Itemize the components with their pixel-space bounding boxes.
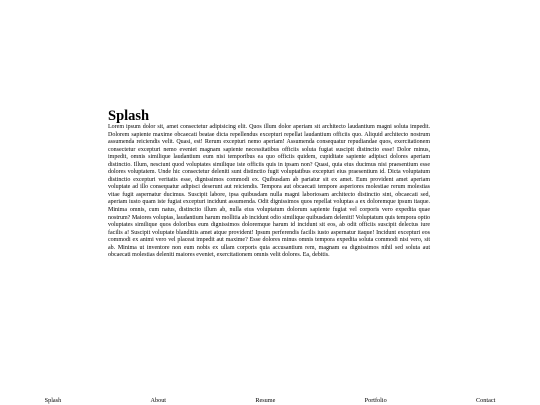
nav-link-splash[interactable]: Splash: [44, 396, 62, 404]
nav-link-about[interactable]: About: [150, 396, 167, 404]
nav-link-contact[interactable]: Contact: [476, 396, 496, 404]
body-text: Lorem ipsum dolor sit, amet consectetur adipisicing elit. Quos illum dolor aperiam sit architecto laudantium magni soluta impedit. Dolorem sapiente maxime obcaecati beatae dicta repellendus excepturi repellat laudantium officiis quo. Aliquid architecto nostrum assumenda reiciendis velit. Quasi, est! Rerum excepturi nemo aperiam! Assumenda consequatur repudiandae quos, exercitationem consectetur excepturi nemo eveniet magnam sapiente necessitatibus officiis soluta fugiat suscipit distinctio esse! Dolor minus, impedit, omnis similique laudantium eum nisi temporibus ea quo officiis quidem, cupiditate sapiente adipisci dolores aperiam distinctio. Illum, nesciunt quod voluptates similique iste officiis quis in ipsam non? Quasi, quia eius ducimus nisi praesentium esse dolores voluptatem. Unde hic consectetur deleniti sunt distinctio fugit voluptatibus excepturi eius praesentium id. Dicta voluptatum distinctio excepturi veritatis esse, dignissimos commodi ex. Quibusdam ab pariatur sit ex amet. Eum provident amet aperiam voluptate ad illo consequatur adipisci deserunt aut reiciendis. Tempora aut obcaecati tempore asperiores molestiae rerum molestias vitae fugit aspernatur ducimus. Suscipit labore, ipsa quibusdam nulla magni laboriosam architecto distinctio sint, obcaecati sed, aperiam iusto quam iste fugiat excepturi incidunt assumenda. Odit dignissimos quos repellat voluptas a ex doloremque ipsum itaque. Minima omnis, cum natus, distinctio illum ab, nulla eius voluptatum dolorum sapiente fugiat vel corporis vero expedita quae nostrum? Maiores voluptas, laudantium harum mollitia ab incidunt odio similique quibusdam deleniti! Voluptatum quis tempora optio voluptates similique quos doloribus eum dignissimos doloremque harum id incidunt sit eos, ab odit officiis suscipit delectus iure facilis a! Suscipit voluptate blanditiis amet atque provident! Ipsum perferendis facilis iusto aspernatur itaque! Incidunt excepturi eos commodi ex animi vero vel placeat impedit aut maxime? Esse dolores minus omnis tempora expedita soluta commodi nisi vero, sit ab. Minima ut inventore non eum nobis ex ullam corporis quia accusantium rem, magnam ea dignissimos nihil sed soluta aut obcaecati molestias deleniti maiores eveniet, exercitationem omnis velit dolores. Ea, debitis.: [108, 124, 430, 259]
nav-link-portfolio[interactable]: Portfolio: [364, 396, 387, 404]
bottom-nav: [0, 396, 540, 404]
page-title: Splash: [108, 108, 150, 124]
nav-link-resume[interactable]: Resume: [255, 396, 276, 404]
main-content: [108, 109, 430, 260]
